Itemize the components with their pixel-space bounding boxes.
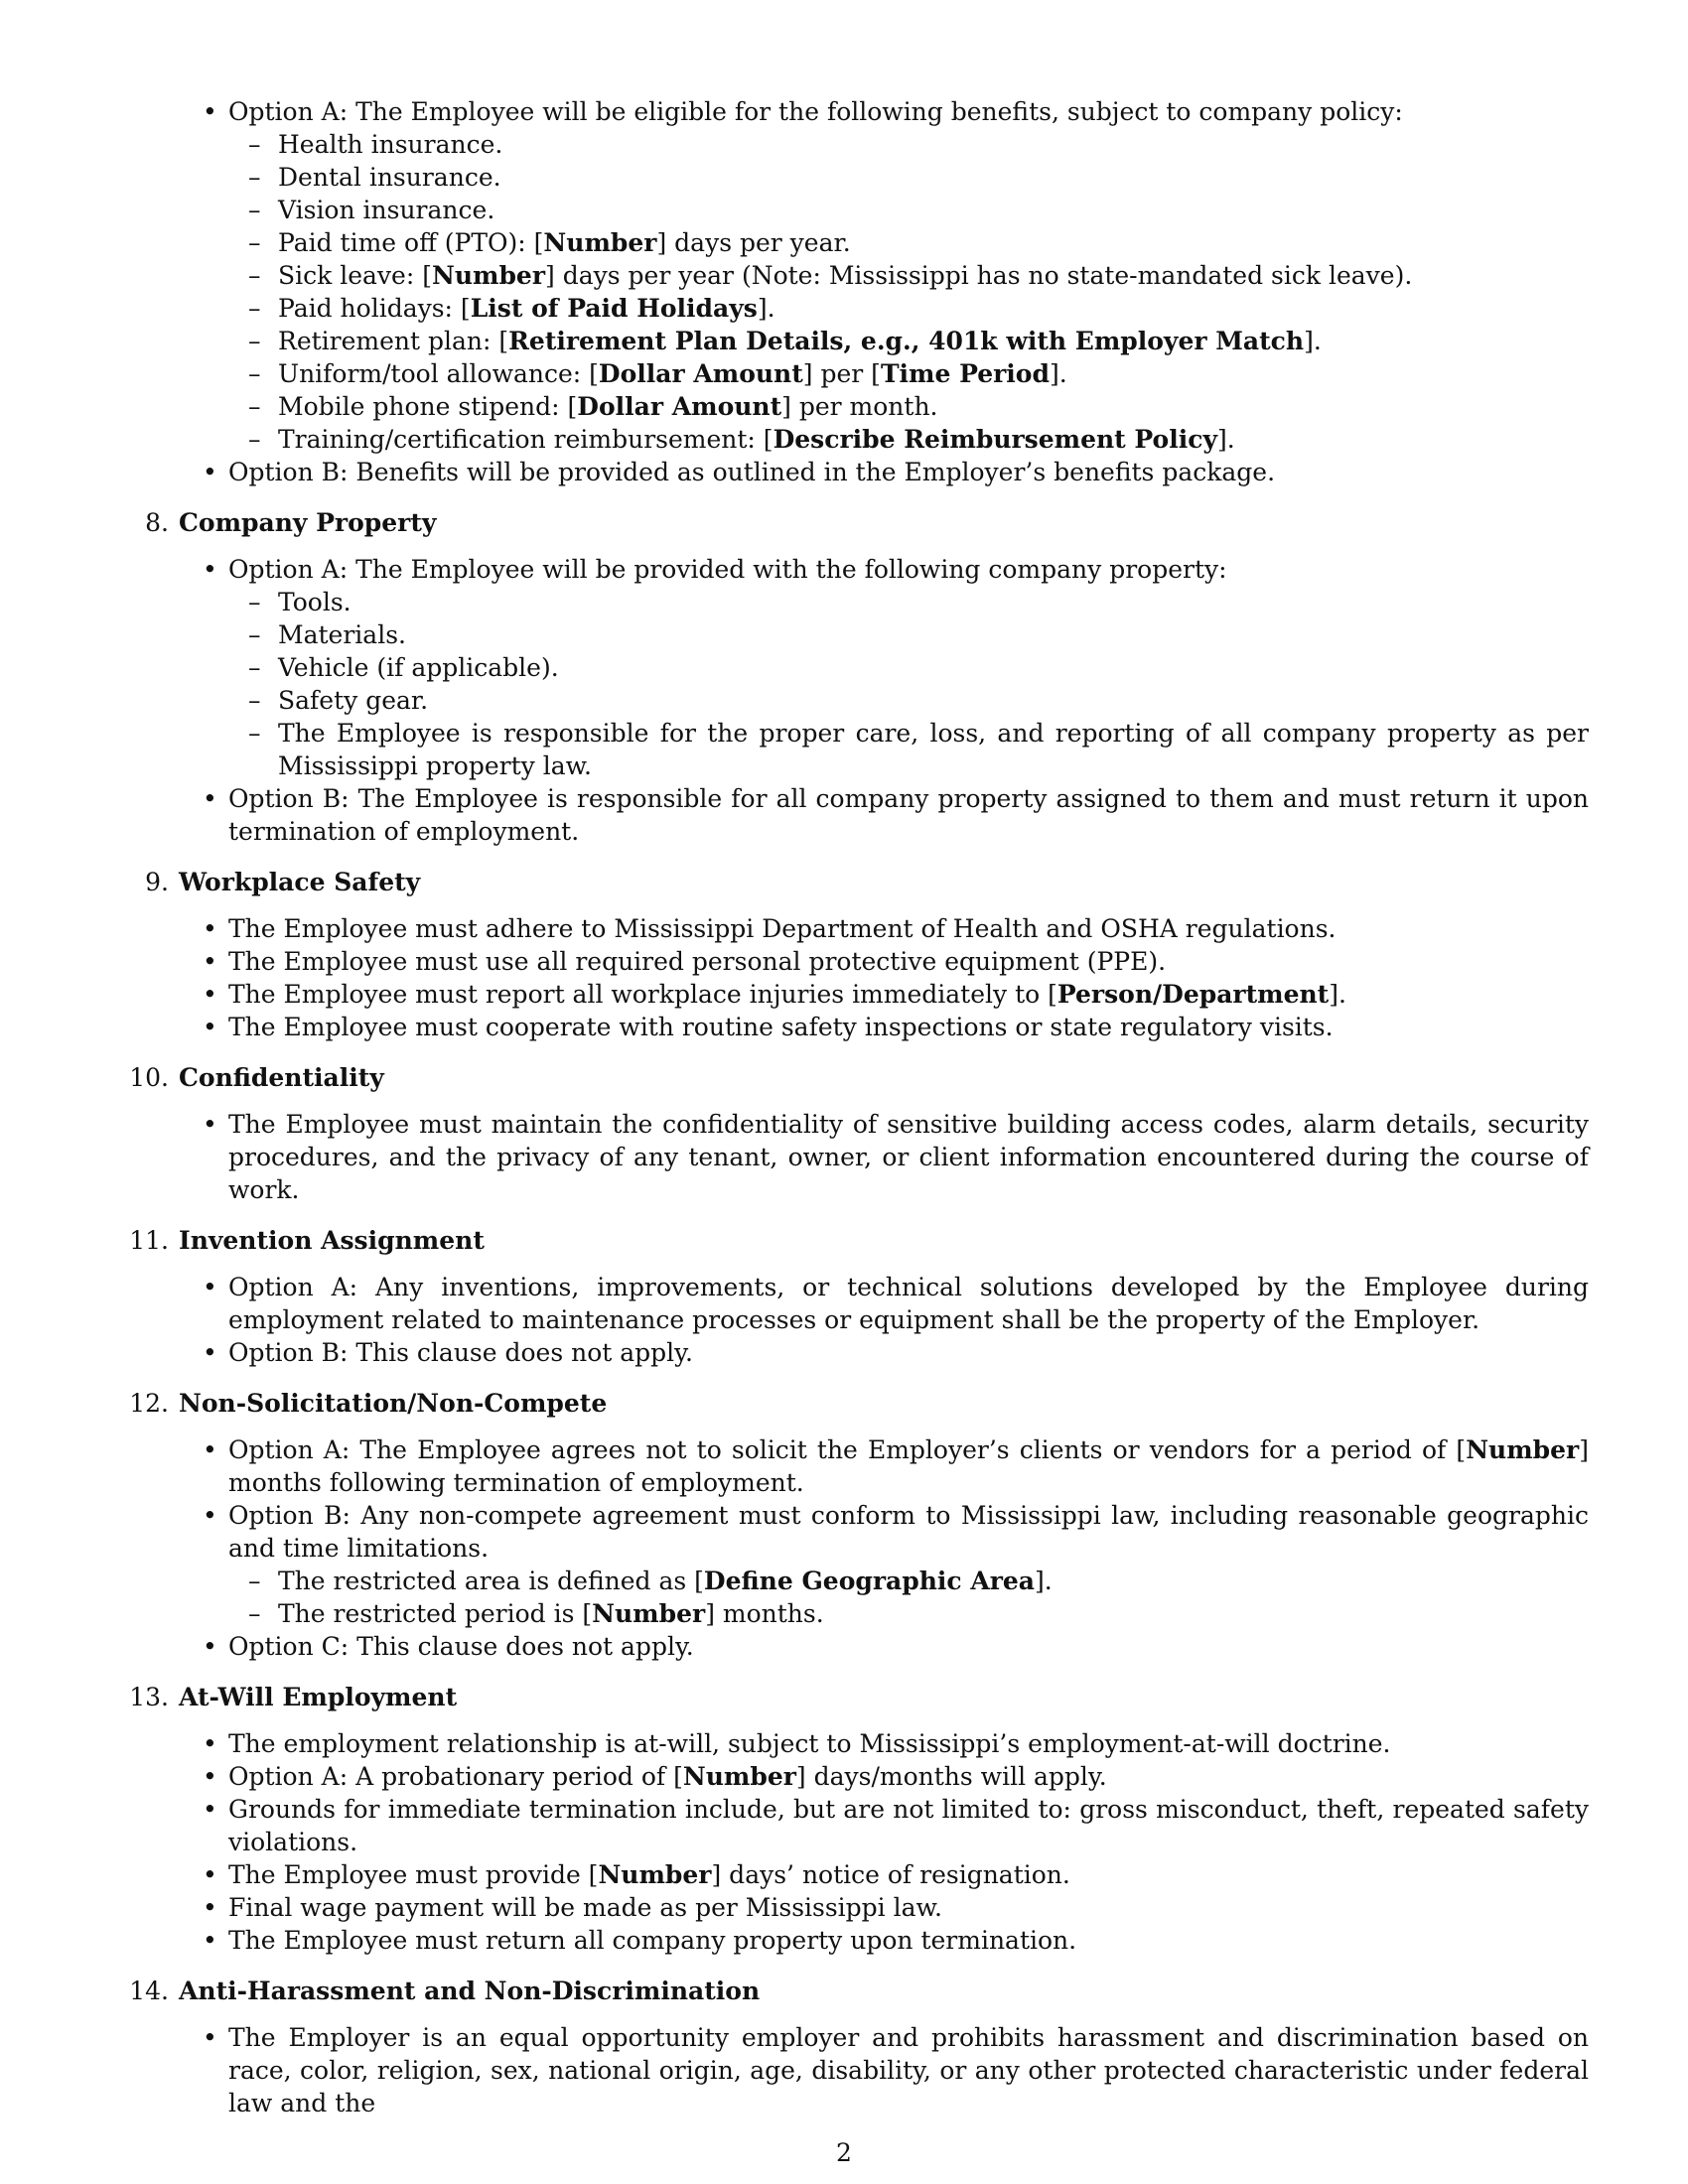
section-number: 8.: [145, 508, 169, 537]
property-materials: – Materials.: [228, 618, 1589, 651]
benefits-option-a-text: Option A: The Employee will be eligible for the following benefits, subject to company policy:: [228, 97, 1403, 126]
section-invention-assignment: [129, 1224, 1589, 1369]
list-item: • The employment relationship is at-will, subject to Mississippi’s employment-at-will doctrine.: [129, 1727, 1589, 1760]
section-title: Confidentiality: [179, 1063, 384, 1092]
benefits-option-a: [129, 95, 1589, 456]
section-list: [129, 1727, 1589, 1957]
list-item: • Grounds for immediate termination include, but are not limited to: gross misconduct, theft, repeated safety violations.: [129, 1793, 1589, 1858]
section-heading: [129, 1975, 1589, 2007]
property-option-a: • Option A: The Employee will be provided with the following company property: – Tools. – Materials. – Vehicle (if applicable). – Safety gear. – The Employee is responsible for the proper care, loss, and reporting of all company property as per Mississippi property law.: [129, 553, 1589, 782]
benefit-health: – Health insurance.: [228, 128, 1589, 161]
property-responsibility: – The Employee is responsible for the proper care, loss, and reporting of all company property as per Mississippi property law.: [228, 717, 1589, 782]
section-number: 13.: [129, 1683, 169, 1711]
benefits-options: [129, 95, 1589, 488]
section-confidentiality: [129, 1061, 1589, 1206]
section-number: 9.: [145, 868, 169, 896]
section-number: 12.: [129, 1389, 169, 1418]
section-heading: [129, 1224, 1589, 1257]
benefits-option-b: • Option B: Benefits will be provided as outlined in the Employer’s benefits package.: [129, 456, 1589, 488]
property-vehicle: – Vehicle (if applicable).: [228, 651, 1589, 684]
list-item: • The Employee must adhere to Mississippi Department of Health and OSHA regulations.: [129, 912, 1589, 945]
property-tools: – Tools.: [228, 586, 1589, 618]
restricted-period: – The restricted period is [Number] months.: [228, 1597, 1589, 1630]
list-item: • The Employee must report all workplace injuries immediately to [Person/Department].: [129, 978, 1589, 1011]
section-title: Workplace Safety: [179, 868, 421, 896]
benefit-uniform: – Uniform/tool allowance: [Dollar Amount] per [Time Period].: [228, 357, 1589, 390]
section-title: Anti-Harassment and Non-Discrimination: [179, 1977, 761, 2005]
non-compete-terms: [228, 1565, 1589, 1630]
benefit-dental: – Dental insurance.: [228, 161, 1589, 194]
section-number: 10.: [129, 1063, 169, 1092]
section-heading: [129, 506, 1589, 539]
property-safety-gear: – Safety gear.: [228, 684, 1589, 717]
section-heading: [129, 1061, 1589, 1094]
section-heading: [129, 1387, 1589, 1420]
section-at-will: [129, 1681, 1589, 1957]
section-non-solicitation: [129, 1387, 1589, 1663]
list-item: • The Employee must cooperate with routine safety inspections or state regulatory visits.: [129, 1011, 1589, 1043]
restricted-area: – The restricted area is defined as [Define Geographic Area].: [228, 1565, 1589, 1597]
benefit-phone: – Mobile phone stipend: [Dollar Amount] per month.: [228, 390, 1589, 423]
section-title: Company Property: [179, 508, 437, 537]
property-option-b: • Option B: The Employee is responsible for all company property assigned to them and must return it upon termination of employment.: [129, 782, 1589, 848]
list-item: • The Employee must provide [Number] days’ notice of resignation.: [129, 1858, 1589, 1891]
benefit-sick-leave: – Sick leave: [Number] days per year (Note: Mississippi has no state-mandated sick leave).: [228, 259, 1589, 292]
section-title: Invention Assignment: [179, 1226, 485, 1255]
benefit-training: – Training/certification reimbursement: [Describe Reimbursement Policy].: [228, 423, 1589, 456]
list-item: • The Employer is an equal opportunity employer and prohibits harassment and discrimination based on race, color, religion, sex, national origin, age, disability, or any other protected characteristic under federal law and the: [129, 2021, 1589, 2119]
list-item: • Option B: Any non-compete agreement must conform to Mississippi law, including reasonable geographic and time limitations. – The restricted area is defined as [Define Geographic Area]. – The restricted period is [Number] months.: [129, 1499, 1589, 1630]
section-list: [129, 1271, 1589, 1369]
section-title: Non-Solicitation/Non-Compete: [179, 1389, 608, 1418]
section-company-property: [129, 506, 1589, 848]
list-item: • Option A: A probationary period of [Number] days/months will apply.: [129, 1760, 1589, 1793]
section-list: [129, 1433, 1589, 1663]
list-item: • Option A: The Employee agrees not to solicit the Employer’s clients or vendors for a period of [Number] months following termination of employment.: [129, 1433, 1589, 1499]
benefit-pto: – Paid time off (PTO): [Number] days per year.: [228, 226, 1589, 259]
benefit-vision: – Vision insurance.: [228, 194, 1589, 226]
benefit-retirement: – Retirement plan: [Retirement Plan Details, e.g., 401k with Employer Match].: [228, 325, 1589, 357]
page-number: 2: [836, 2138, 852, 2167]
section-list: [129, 1108, 1589, 1206]
document-body: [129, 95, 1589, 2119]
list-item: • The Employee must return all company property upon termination.: [129, 1924, 1589, 1957]
section-workplace-safety: [129, 866, 1589, 1043]
section-list: [129, 912, 1589, 1043]
property-list: [228, 586, 1589, 782]
section-number: 14.: [129, 1977, 169, 2005]
section-anti-harassment: [129, 1975, 1589, 2119]
list-item: • The Employee must maintain the confidentiality of sensitive building access codes, alarm details, security procedures, and the privacy of any tenant, owner, or client information encountered during the course of work.: [129, 1108, 1589, 1206]
section-list: [129, 2021, 1589, 2119]
list-item: • Option A: Any inventions, improvements, or technical solutions developed by the Employee during employment related to maintenance processes or equipment shall be the property of the Employer.: [129, 1271, 1589, 1336]
list-item: • Final wage payment will be made as per Mississippi law.: [129, 1891, 1589, 1924]
section-heading: [129, 1681, 1589, 1713]
section-number: 11.: [129, 1226, 169, 1255]
section-title: At-Will Employment: [179, 1683, 458, 1711]
benefits-list: [228, 128, 1589, 456]
section-list: [129, 553, 1589, 848]
list-item: • Option B: This clause does not apply.: [129, 1336, 1589, 1369]
section-heading: [129, 866, 1589, 898]
list-item: • Option C: This clause does not apply.: [129, 1630, 1589, 1663]
benefit-holidays: – Paid holidays: [List of Paid Holidays].: [228, 292, 1589, 325]
list-item: • The Employee must use all required personal protective equipment (PPE).: [129, 945, 1589, 978]
